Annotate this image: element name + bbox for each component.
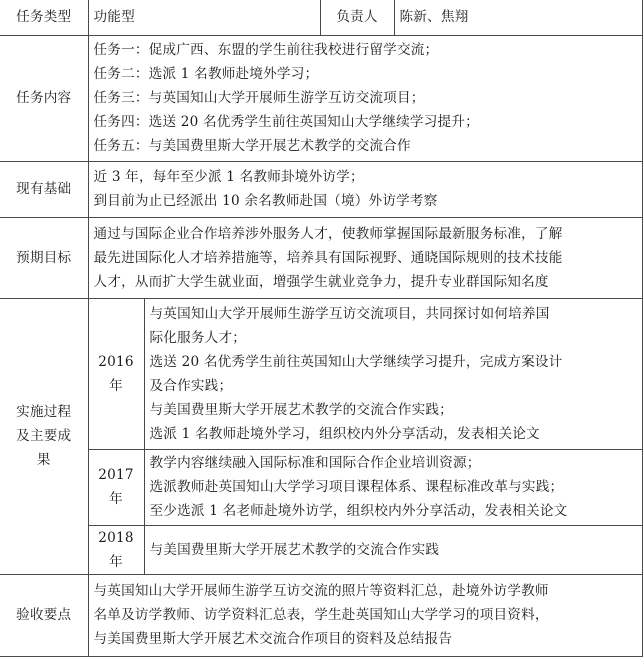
task-item: 任务一：促成广西、东盟的学生前往我校进行留学交流； [93,42,439,58]
process-line: 际化服务人才； [149,329,247,346]
process-label-line: 实施过程 [16,404,72,420]
task-type-value: 功能型 [88,0,320,35]
tasks-content [88,35,642,161]
acceptance-label: 验收要点 [0,574,88,656]
task-type-label: 任务类型 [0,0,88,35]
tasks-row [0,35,642,161]
process-row-2018 [0,525,642,574]
task-item: 任务五：与美国费里斯大学开展艺术教学的交流合作 [93,138,411,154]
basis-label: 现有基础 [0,161,88,217]
goal-row [0,217,642,298]
year-2018: 2018 年 [88,525,144,574]
process-row-2016 [0,298,642,449]
goal-line: 人才，从而扩大学生就业面，增强学生就业竞争力，提升专业群国际知名度 [93,273,549,290]
process-line: 选派教师赴英国知山大学学习项目课程体系、课程标准改革与实践； [149,479,564,495]
task-item: 任务二：选派 1 名教师赴境外学习； [93,66,319,82]
year-2018-content [144,525,642,574]
process-line: 选派 1 名教师赴境外学习，组织校内外分享活动，发表相关论文 [149,425,540,442]
process-label-line: 及主要成 [16,428,72,444]
process-line: 与英国知山大学开展师生游学互访交流项目，共同探讨如何培养国 [149,305,550,322]
process-line: 及合作实践； [149,377,233,394]
process-line: 与美国费里斯大学开展艺术教学的交流合作实践； [149,401,453,418]
process-line: 选送 20 名优秀学生前往英国知山大学继续学习提升，完成方案设计 [149,353,563,370]
acceptance-row [0,574,642,656]
tasks-label: 任务内容 [0,35,88,161]
basis-line: 近 3 年，每年至少派 1 名教师卦境外访学； [93,169,364,185]
year-2017-content [144,449,642,525]
acceptance-line: 与美国费里斯大学开展艺术交流合作项目的资料及总结报告 [93,631,453,647]
acceptance-content [88,574,642,656]
task-item: 任务四：选送 20 名优秀学生前往英国知山大学继续学习提升； [93,114,479,130]
goal-label: 预期目标 [0,217,88,298]
year-2016-content [144,298,642,449]
task-item: 任务三：与英国知山大学开展师生游学互访交流项目； [93,90,425,106]
goal-content [88,217,642,298]
goal-line: 最先进国际化人才培养措施等，培养具有国际视野、通晓国际规则的技术技能 [93,249,563,266]
process-line: 与美国费里斯大学开展艺术教学的交流合作实践 [149,541,440,558]
year-2017: 2017 年 [88,449,144,525]
goal-line: 通过与国际企业合作培养涉外服务人才，使教师掌握国际最新服务标准，了解 [93,225,563,242]
basis-line: 到目前为止已经派出 10 余名教师赴国（境）外访学考察 [93,193,438,209]
acceptance-line: 与英国知山大学开展师生游学互访交流的照片等资料汇总，赴境外访学教师 [93,583,549,599]
acceptance-line: 名单及访学教师、访学资料汇总表，学生赴英国知山大学学习的项目资料， [93,607,549,623]
process-row-2017 [0,449,642,525]
process-label [0,298,88,574]
owner-value: 陈新、焦翔 [394,0,642,35]
basis-content [88,161,642,217]
process-line: 教学内容继续融入国际标准和国际合作企业培训资源； [149,455,481,471]
year-2016: 2016 年 [88,298,144,449]
process-line: 至少选派 1 名老师赴境外访学，组织校内外分享活动，发表相关论文 [149,503,568,519]
header-row [0,0,642,35]
basis-row [0,161,642,217]
process-label-line: 果 [36,452,51,468]
owner-label: 负责人 [320,0,394,35]
